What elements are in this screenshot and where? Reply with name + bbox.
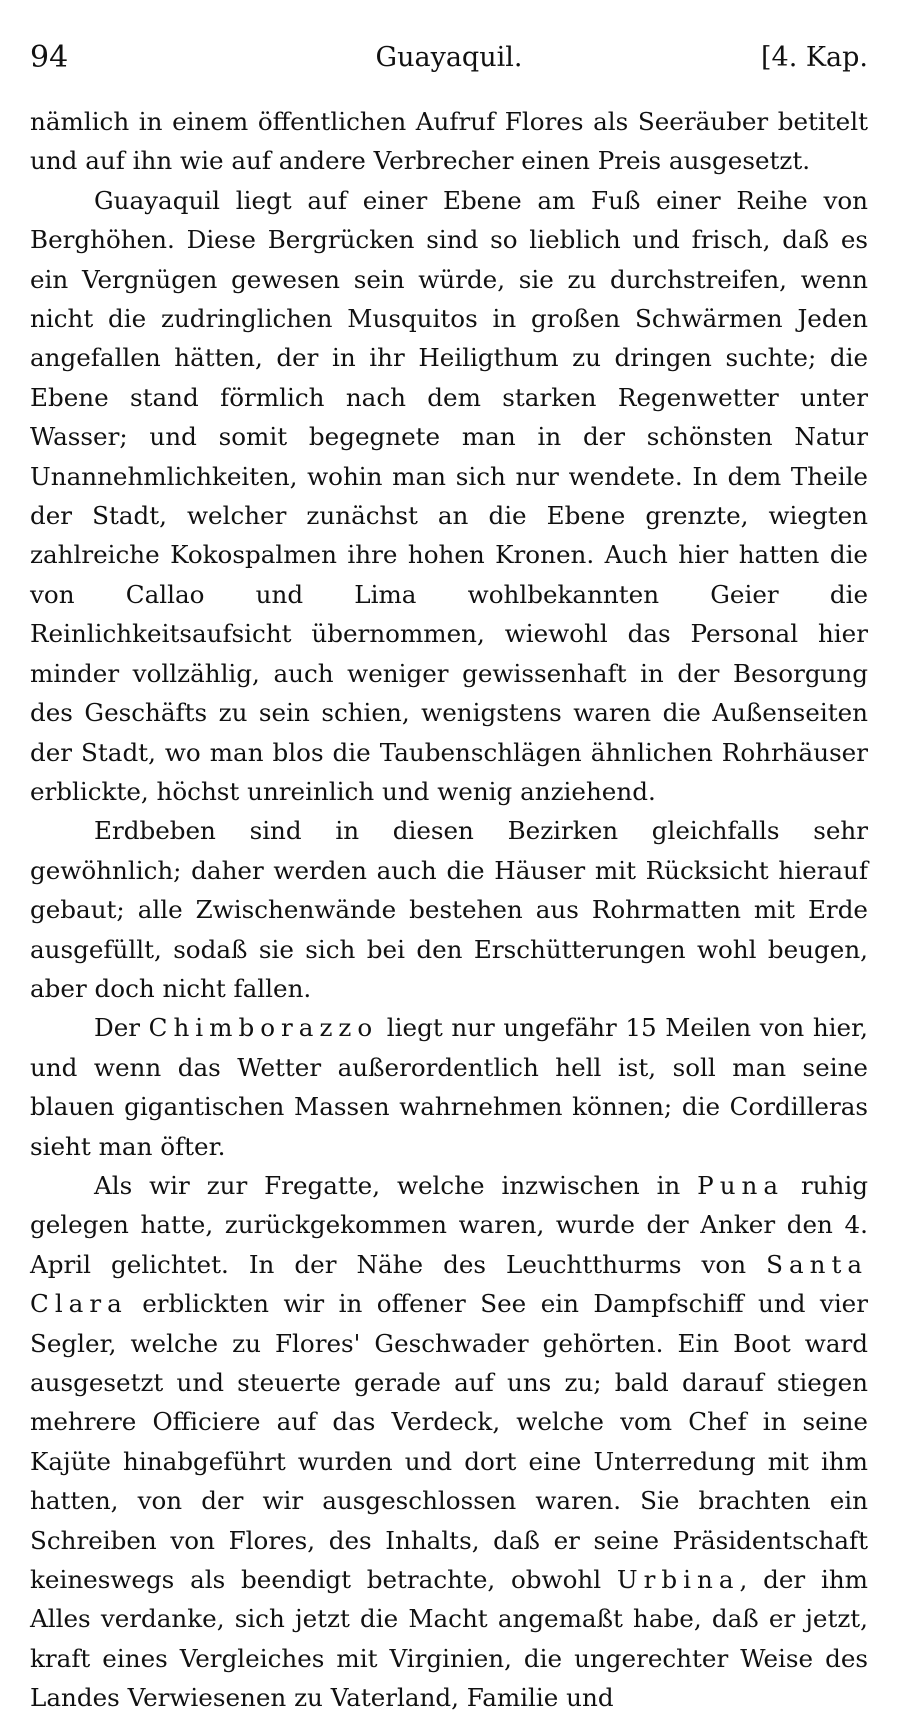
paragraph xyxy=(30,811,868,1008)
text-segment: Als wir zur Fregatte, welche inzwischen in xyxy=(94,1170,698,1200)
spaced-name: Santa Clara xyxy=(30,1249,868,1319)
text-segment: erblickten wir in offener See ein Dampfschiff und vier Segler, welche zu Flores' Geschwader gehörten. Ein Boot ward ausgesetzt und steuerte gerade auf uns zu; bald darauf stiegen mehrere Officiere auf das Verdeck, welche vom Chef in seine Kajüte hinabgeführt wurden und dort eine Unterredung mit ihm hatten, von der wir ausgeschlossen waren. Sie brachten ein Schreiben von Flores, des Inhalts, daß er seine Präsidentschaft keineswegs als beendigt betrachte, obwohl xyxy=(30,1289,868,1595)
body-text xyxy=(30,102,868,1718)
chapter-reference: [4. Kap. xyxy=(760,42,868,73)
page-header xyxy=(30,38,868,78)
spaced-name: Puna xyxy=(697,1170,785,1200)
paragraph xyxy=(30,181,868,812)
text-segment: Guayaquil liegt auf einer Ebene am Fuß einer Reihe von Berghöhen. Diese Bergrücken sind so lieblich und frisch, daß es ein Vergnügen gewesen sein würde, sie zu durchstreifen, wenn nicht die zudringlichen Musquitos in großen Schwärmen Jeden angefallen hätten, der in ihr Heiligthum zu dringen suchte; die Ebene stand förmlich nach dem starken Regenwetter unter Wasser; und somit begegnete man in der schönsten Natur Unannehmlichkeiten, wohin man sich nur wendete. In dem Theile der Stadt, welcher zunächst an die Ebene grenzte, wiegten zahlreiche Kokospalmen ihre hohen Kronen. Auch hier hatten die von Callao und Lima wohlbekannten Geier die Reinlichkeitsaufsicht übernommen, wiewohl das Personal hier minder vollzählig, auch weniger gewissenhaft in der Besorgung des Geschäfts zu sein schien, wenigstens waren die Außenseiten der Stadt, wo man blos die Taubenschlägen ähnlichen Rohrhäuser erblickte, höchst unreinlich und wenig anziehend. xyxy=(30,185,868,806)
text-segment: ruhig gelegen hatte, zurückgekommen waren, wurde der Anker den 4. April gelichtet. In der Nähe des Leuchtthurms von xyxy=(30,1170,868,1279)
text-segment: liegt nur ungefähr 15 Meilen von hier, und wenn das Wetter außerordentlich hell ist, soll man seine blauen gigantischen Massen wahrnehmen können; die Cordilleras sieht man öfter. xyxy=(30,1013,868,1161)
text-segment: , der ihm Alles verdanke, sich jetzt die Macht angemaßt habe, daß er jetzt, kraft eines Vergleiches mit Virginien, die ungerechter Weise des Landes Verwiesenen zu Vaterland, Familie und xyxy=(30,1565,868,1713)
paragraph xyxy=(30,1008,868,1166)
page-number: 94 xyxy=(30,40,69,75)
book-page xyxy=(30,38,868,1718)
paragraph xyxy=(30,102,868,181)
running-title: Guayaquil. xyxy=(375,42,523,73)
text-segment: Erdbeben sind in diesen Bezirken gleichfalls sehr gewöhnlich; daher werden auch die Häuser mit Rücksicht hierauf gebaut; alle Zwischenwände bestehen aus Rohrmatten mit Erde ausgefüllt, sodaß sie sich bei den Erschütterungen wohl beugen, aber doch nicht fallen. xyxy=(30,816,868,1003)
spaced-name: Chimborazzo xyxy=(148,1013,379,1043)
text-segment: nämlich in einem öffentlichen Aufruf Flores als Seeräuber betitelt und auf ihn wie auf andere Verbrecher einen Preis ausgesetzt. xyxy=(30,107,868,176)
paragraph xyxy=(30,1166,868,1718)
spaced-name: Urbina xyxy=(616,1565,740,1595)
text-segment: Der xyxy=(94,1013,149,1043)
